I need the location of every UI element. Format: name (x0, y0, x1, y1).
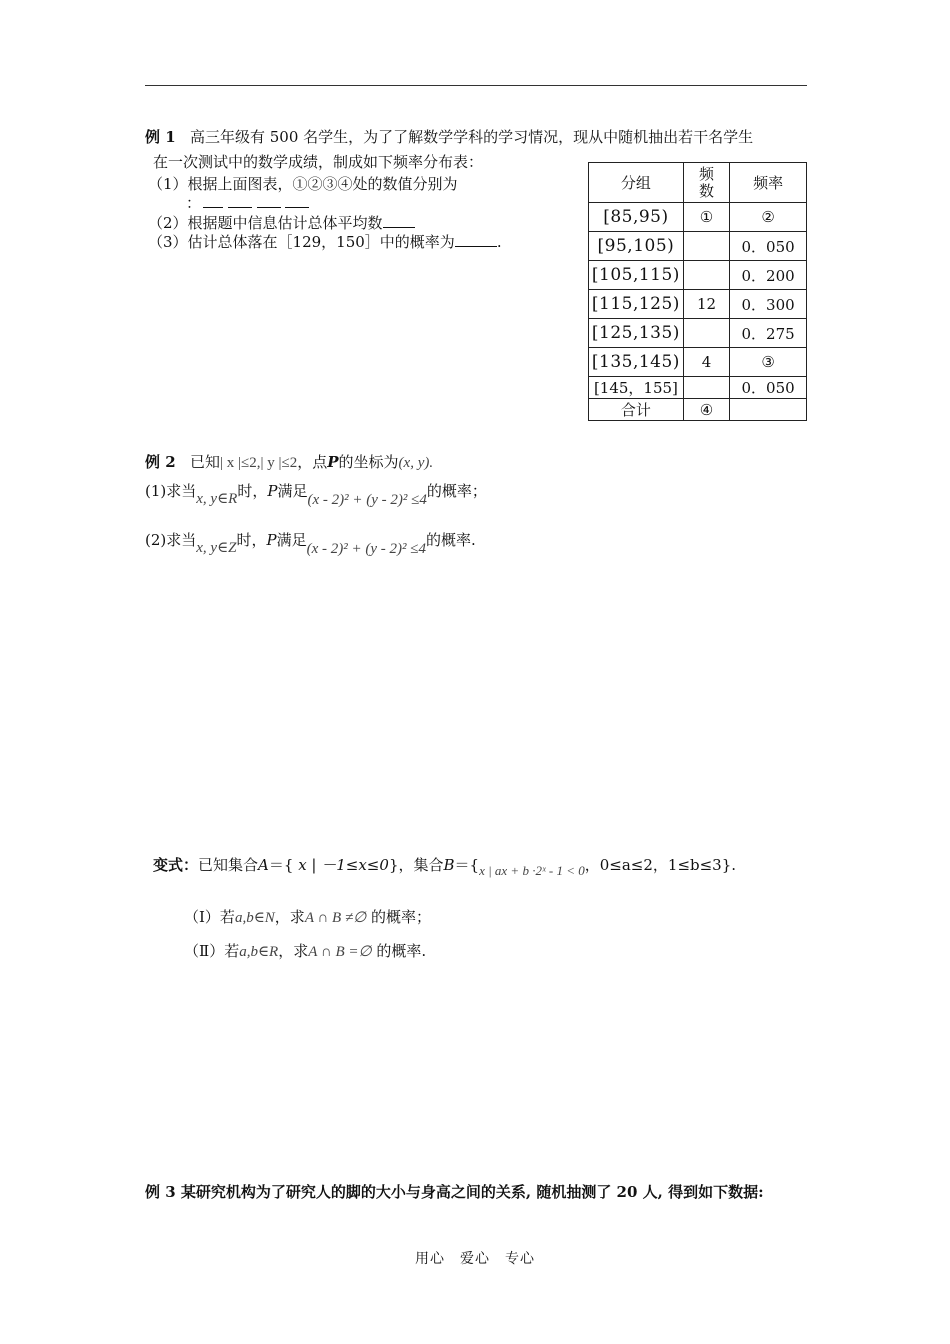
example2-text2: ，点 (297, 453, 328, 471)
part2-suffix: 的概率. (426, 531, 476, 549)
table-row (589, 348, 807, 377)
example1-q2: （2）根据题中信息估计总体平均数 (148, 214, 383, 232)
example2-text3: 的坐标为 (338, 453, 399, 471)
part1-when: 时， (237, 482, 268, 500)
rate-cell: 0．050 (730, 232, 807, 261)
header-rate: 频率 (730, 163, 807, 203)
answer-blank-2[interactable] (228, 193, 252, 208)
part2-set: x, y∈Z (196, 540, 237, 556)
count-cell: ④ (683, 399, 729, 421)
example1-intro-line (145, 127, 753, 147)
variant-text1: 已知集合 (198, 856, 259, 874)
set-b-def: x | ax + b ·2ˣ - 1 < 0 (479, 863, 585, 878)
example1-q2-line (148, 213, 415, 233)
variant-text4: ＝{ (454, 856, 480, 874)
rate-cell: 0．300 (730, 290, 807, 319)
variant-part1-set: a,b∈N (234, 910, 275, 926)
group-cell: [125,135) (589, 319, 684, 348)
example2-text1: 已知 (189, 453, 220, 471)
variant-part1 (184, 907, 431, 928)
example1-intro: 高三年级有 500 名学生，为了了解数学学科的学习情况，现从中随机抽出若干名学生 (189, 128, 754, 146)
count-cell (683, 377, 729, 399)
header-rule (145, 85, 807, 86)
rate-cell: ③ (730, 348, 807, 377)
variant-text2: ＝{ (268, 856, 294, 874)
variant-part2-suffix: 的概率. (376, 942, 427, 960)
table-total-row (589, 399, 807, 421)
variant-text3: }，集合 (388, 856, 444, 874)
rate-cell (730, 399, 807, 421)
example2-part1 (145, 481, 487, 508)
part1-inequality: (x - 2)² + (y - 2)² ≤4 (307, 492, 427, 508)
group-cell: [105,115) (589, 261, 684, 290)
count-cell: ① (683, 203, 729, 232)
point-p: P (266, 531, 277, 549)
group-cell: [135,145) (589, 348, 684, 377)
part2-when: 时， (236, 531, 267, 549)
count-cell: 4 (683, 348, 729, 377)
group-cell: [115,125) (589, 290, 684, 319)
variant-label: 变式： (153, 856, 199, 874)
set-a-name: A (258, 856, 269, 874)
rate-cell: ② (730, 203, 807, 232)
variant-part1-mid: ，求 (274, 908, 305, 926)
answer-blank-3[interactable] (257, 193, 281, 208)
group-cell: [95,105) (589, 232, 684, 261)
rate-cell: 0．200 (730, 261, 807, 290)
example1-label: 例 1 (145, 128, 176, 146)
answer-blank-mean[interactable] (383, 213, 415, 228)
part1-set: x, y∈R (196, 491, 238, 507)
count-cell (683, 319, 729, 348)
frequency-table (588, 162, 807, 421)
group-cell: 合计 (589, 399, 684, 421)
page-footer: 用心 爱心 专心 (415, 1251, 535, 1267)
part2-satisfy: 满足 (276, 531, 307, 549)
example1-q1-answers (186, 193, 309, 213)
answer-blank-4[interactable] (285, 193, 309, 208)
example1-q3-line (148, 232, 502, 252)
variant-part2 (184, 941, 426, 962)
set-b-name: B (443, 856, 455, 874)
variant-part2-mid: ，求 (278, 942, 309, 960)
example1-q3-end: . (496, 233, 502, 251)
example2-intro (145, 452, 433, 473)
part2-inequality: (x - 2)² + (y - 2)² ≤4 (306, 541, 427, 557)
rate-cell: 0．275 (730, 319, 807, 348)
example2-part2 (145, 530, 476, 557)
table-row (589, 261, 807, 290)
example3-text: 例 3 某研究机构为了研究人的脚的大小与身高之间的关系, 随机抽测了 20 人, 得到如下数据: (145, 1183, 764, 1201)
table-row (589, 377, 807, 399)
part1-satisfy: 满足 (277, 482, 308, 500)
group-cell: [85,95) (589, 203, 684, 232)
answer-blank-prob[interactable] (455, 232, 497, 247)
variant-part2-prefix: （Ⅱ）若 (184, 942, 240, 960)
count-cell (683, 261, 729, 290)
count-cell: 12 (683, 290, 729, 319)
header-group: 分组 (589, 163, 684, 203)
variant-part2-set: a,b∈R (239, 944, 279, 960)
point-p: P (327, 453, 339, 471)
table-row (589, 203, 807, 232)
rate-cell: 0．050 (730, 377, 807, 399)
table-header-row (589, 163, 807, 203)
table-row (589, 232, 807, 261)
set-a-def: x | －1≤x≤0 (293, 856, 389, 874)
variant-part2-cond: A ∩ B =∅ (308, 944, 372, 960)
example2-label: 例 2 (145, 453, 176, 471)
part1-suffix: 的概率； (426, 482, 487, 500)
example1-intro2: 在一次测试中的数学成绩，制成如下频率分布表： (153, 153, 484, 171)
point-coord: (x, y). (398, 455, 434, 471)
table-row (589, 290, 807, 319)
header-count-text: 频数 (698, 164, 714, 200)
group-cell: [145，155] (589, 377, 684, 399)
part1-prefix: (1)求当 (145, 482, 197, 500)
variant-part1-cond: A ∩ B ≠∅ (304, 910, 367, 926)
example1-q1: （1）根据上面图表，①②③④处的数值分别为 (148, 175, 458, 193)
variant-part1-suffix: 的概率； (371, 908, 432, 926)
answer-blank-1[interactable] (203, 193, 223, 208)
part2-prefix: (2)求当 (145, 531, 197, 549)
example1-q1-colon: ： (186, 194, 202, 212)
example1-q3: （3）估计总体落在［129，150］中的概率为 (148, 233, 455, 251)
table-row (589, 319, 807, 348)
variant-text5: ，0≤a≤2，1≤b≤3}. (584, 856, 737, 874)
variant-part1-prefix: （Ⅰ）若 (184, 908, 235, 926)
point-p: P (267, 482, 278, 500)
variant-intro (153, 855, 736, 876)
header-count (683, 163, 729, 203)
example2-condition: | x |≤2,| y |≤2 (220, 455, 298, 471)
count-cell (683, 232, 729, 261)
